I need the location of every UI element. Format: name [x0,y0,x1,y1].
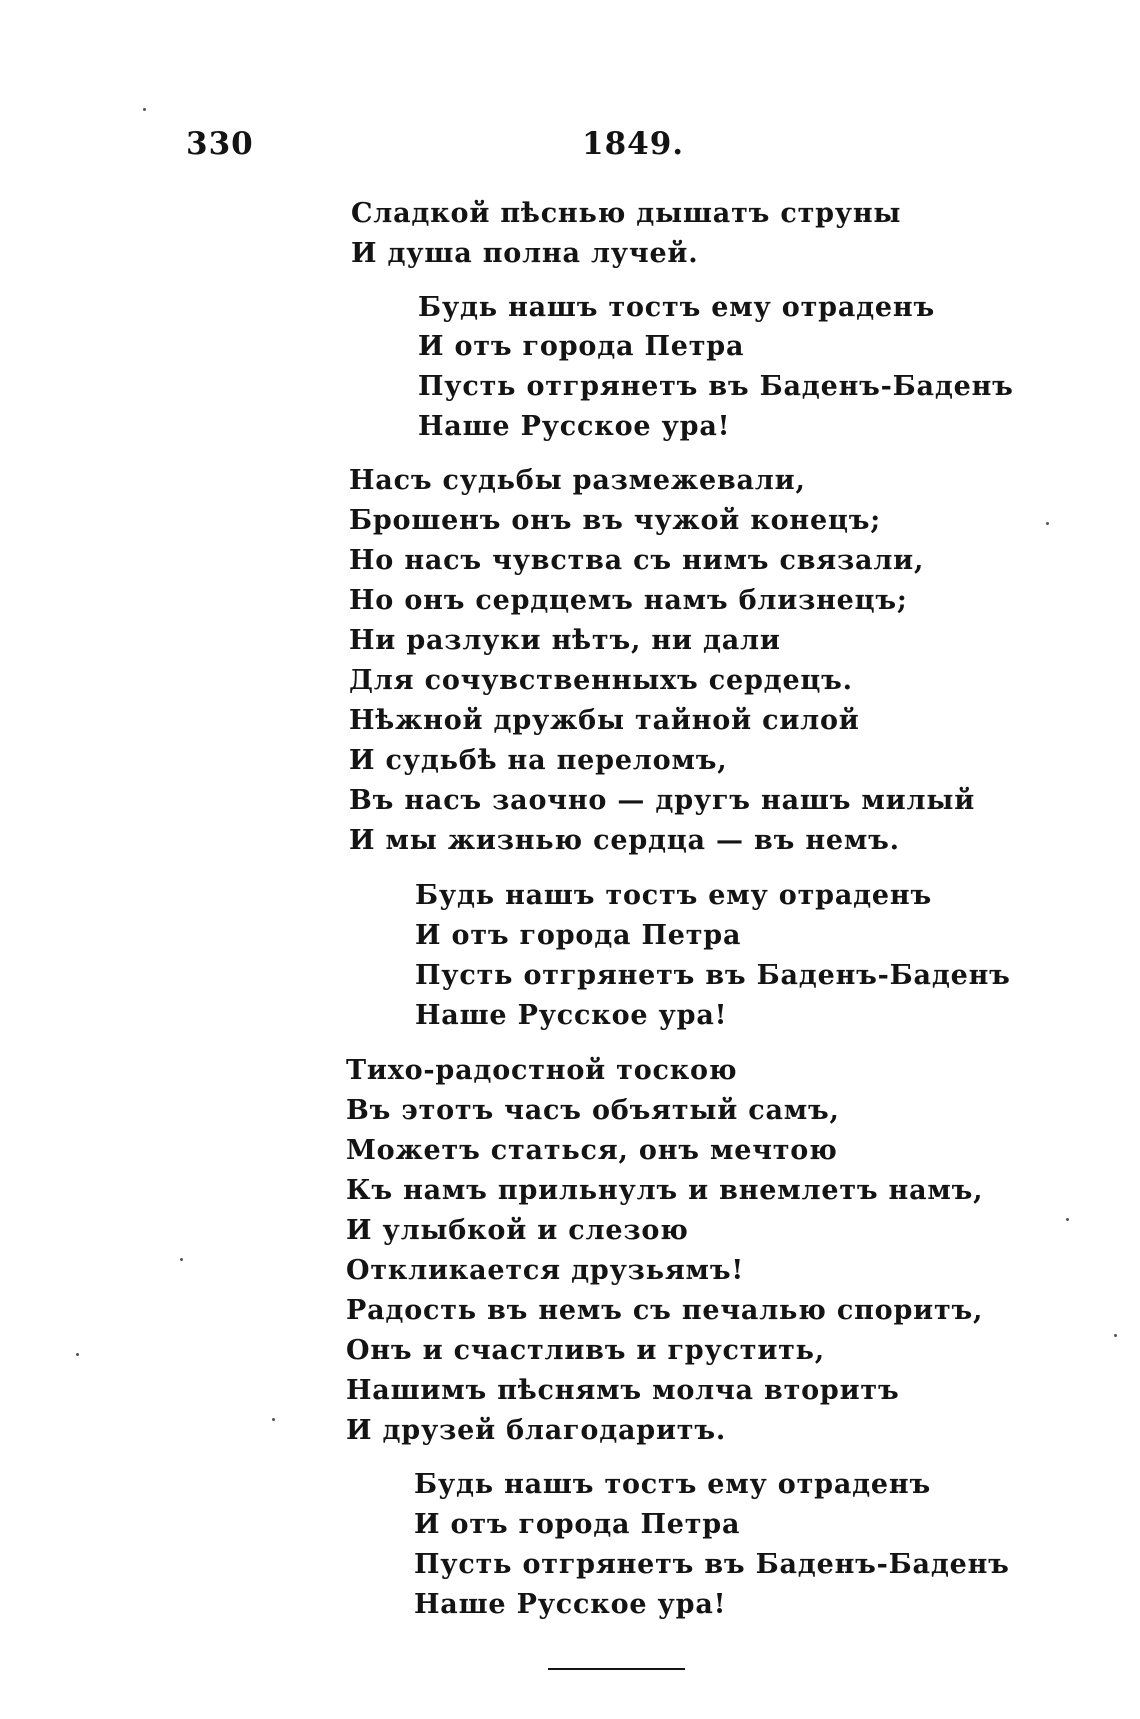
poem-line: Брошенъ онъ въ чужой конецъ; [349,505,881,536]
poem-line: И улыбкой и слезою [346,1215,689,1246]
refrain-line: Наше Русское ура! [414,1589,727,1620]
refrain-line: Пусть отгрянетъ въ Баденъ-Баденъ [414,1549,1010,1580]
poem-line: Но онъ сердцемъ намъ близнецъ; [349,585,908,616]
end-rule [548,1668,685,1670]
poem-line: Онъ и счастливъ и грустить, [346,1335,826,1366]
refrain-line: Наше Русское ура! [418,411,731,442]
refrain-line: Будь нашъ тостъ ему отраденъ [418,292,935,323]
refrain-line: Наше Русское ура! [415,1000,728,1031]
poem-line: Ни разлуки нѣтъ, ни дали [349,625,781,656]
scan-speck [180,1258,183,1261]
scan-speck [143,108,146,111]
poem-line: Для сочувственныхъ сердецъ. [349,665,853,696]
scan-speck [76,1353,79,1356]
refrain-line: И отъ города Петра [414,1509,741,1540]
poem-line: Откликается друзьямъ! [346,1255,744,1286]
poem-line: Нашимъ пѣснямъ молча вторитъ [346,1375,900,1406]
poem-line: Къ намъ прильнулъ и внемлетъ намъ, [346,1175,984,1206]
refrain-line: И отъ города Петра [415,920,742,951]
refrain-line: Пусть отгрянетъ въ Баденъ-Баденъ [418,371,1014,402]
page-year-heading: 1849. [582,126,685,162]
refrain-line: Будь нашъ тостъ ему отраденъ [415,880,932,911]
poem-line: И мы жизнью сердца — въ немъ. [349,825,900,856]
poem-line: И друзей благодаритъ. [346,1415,727,1446]
poem-line: Нѣжной дружбы тайной силой [349,705,860,736]
poem-line: Въ этотъ часъ объятый самъ, [346,1095,840,1126]
refrain-line: И отъ города Петра [418,331,745,362]
refrain-line: Будь нашъ тостъ ему отраденъ [414,1469,931,1500]
poem-line: И судьбѣ на переломъ, [349,745,728,776]
poem-line: Насъ судьбы размежевали, [349,465,806,496]
scan-speck [272,1418,275,1421]
scan-speck [1066,1218,1069,1221]
poem-line: Можетъ статься, онъ мечтою [346,1135,838,1166]
poem-line: Радость въ немъ съ печалью споритъ, [346,1295,984,1326]
scan-speck [1046,522,1049,525]
scan-speck [1114,1334,1117,1337]
page-number: 330 [186,126,254,162]
poem-line: Въ насъ заочно — другъ нашъ милый [349,785,976,816]
poem-line: И душа полна лучей. [351,238,699,269]
poem-line: Но насъ чувства съ нимъ связали, [349,545,925,576]
poem-line: Сладкой пѣснью дышатъ струны [351,198,902,229]
poem-line: Тихо-радостной тоскою [346,1055,738,1086]
refrain-line: Пусть отгрянетъ въ Баденъ-Баденъ [415,960,1011,991]
